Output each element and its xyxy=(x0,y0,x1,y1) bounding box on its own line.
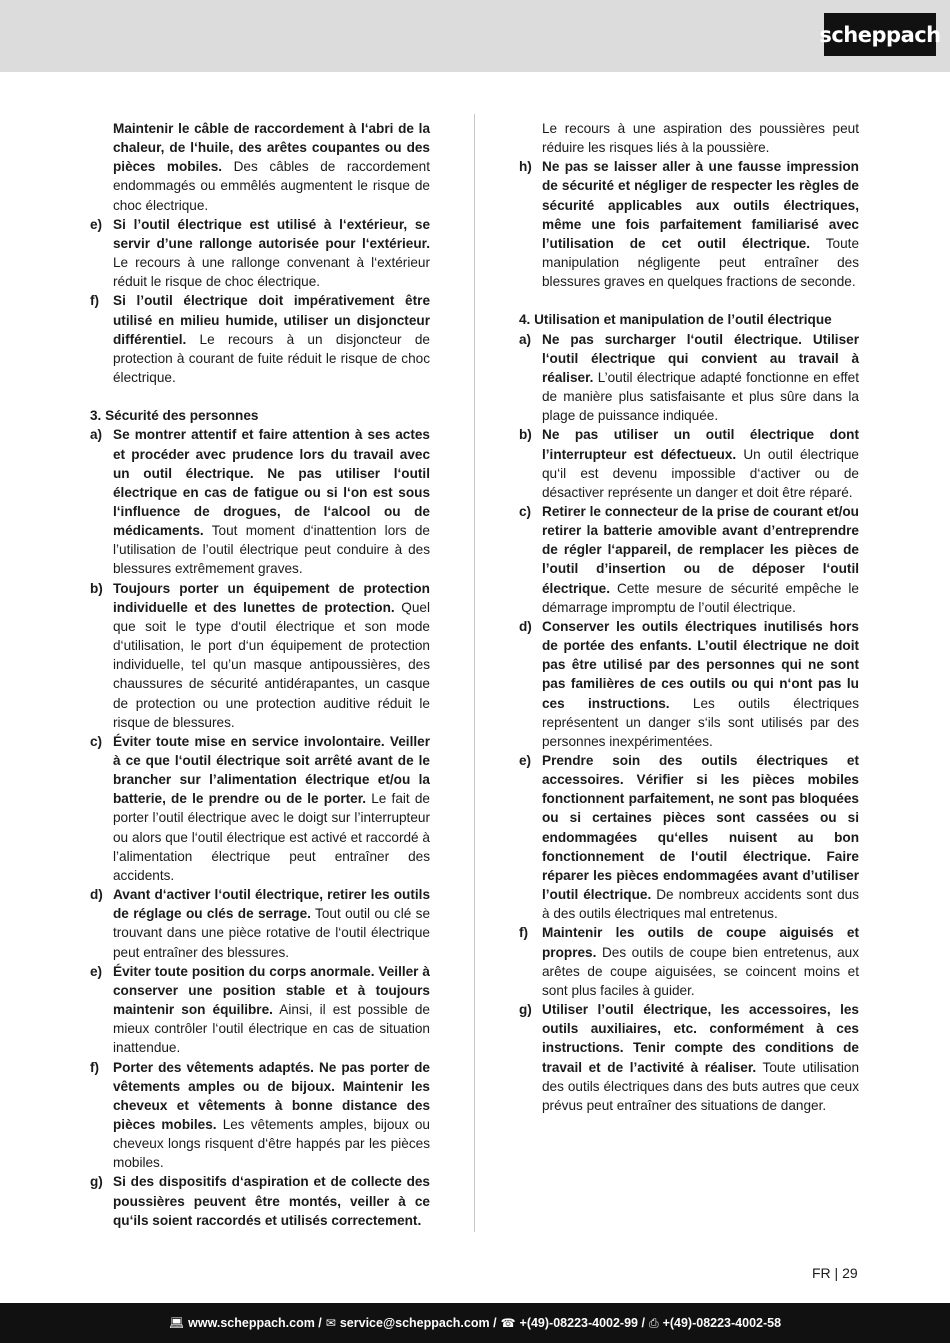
item-bold: Si l’outil électrique doit impérativement être utilisé en milieu humide, utiliser un disjoncteur différentiel. xyxy=(113,293,430,347)
list-item xyxy=(90,732,430,885)
right-column xyxy=(519,119,859,1115)
item-text: Cette mesure de sécurité empêche le démarrage impromptu de l’outil électrique. xyxy=(542,580,859,615)
item-label: f) xyxy=(90,1059,100,1075)
section-heading: 3. Sécurité des personnes xyxy=(90,408,259,424)
list-item xyxy=(519,425,859,502)
list-item xyxy=(90,425,430,578)
item-text: Un outil électrique qu‘il est devenu impossible d‘activer ou de désactiver représente un danger et doit être réparé. xyxy=(542,446,859,500)
list-item xyxy=(90,885,430,962)
item-label: g) xyxy=(90,1174,103,1190)
item-bold: Si l’outil électrique est utilisé à l‘extérieur, se servir d’une rallonge autorisée pour l‘extérieur. xyxy=(113,216,430,251)
item-bold: Ne pas utiliser un outil électrique dont l’interrupteur est défectueux. xyxy=(542,427,859,462)
item-bold: Conserver les outils électriques inutilisés hors de portée des enfants. L’outil électrique ne doit pas être utilisé par des personnes qui ne sont pas familières de ces outils ou qui n‘ont pas lu ces instructions. xyxy=(542,618,859,711)
list-item xyxy=(90,579,430,732)
item-bold: Ne pas surcharger l‘outil électrique. Utiliser l‘outil électrique qui convient au travail à réaliser. xyxy=(542,331,859,385)
item-label: h) xyxy=(519,159,532,175)
footer-fax: +(49)-08223-4002-58 xyxy=(662,1316,782,1330)
list-item xyxy=(519,751,859,923)
header-band xyxy=(0,0,950,72)
item-bold: Se montrer attentif et faire attention à ses actes et procéder avec prudence lors du travail avec un outil électrique. Ne pas utiliser l‘outil électrique en cas de fatigue ou si l‘on est sous l‘influence de drogues, de l‘alcool ou de médicaments. xyxy=(113,427,430,539)
item-label: g) xyxy=(519,1002,532,1018)
footer-web[interactable]: www.scheppach.com / xyxy=(188,1316,322,1330)
item-text: Le fait de porter l’outil électrique avec le doigt sur l’interrupteur ou alors que l‘outil électrique est activé et raccordé à l’alimentation électrique peut entraîner des accidents. xyxy=(113,791,430,883)
item-label: c) xyxy=(519,503,532,519)
column-divider xyxy=(474,114,475,1232)
item-bold: Maintenir les outils de coupe aiguisés et propres. xyxy=(542,925,859,960)
list-item xyxy=(519,923,859,1000)
item-label: f) xyxy=(90,293,100,309)
item-text: Le recours à un disjoncteur de protection à courant de fuite réduit le risque de choc électrique. xyxy=(113,331,430,386)
item-label: e) xyxy=(90,963,103,979)
list-item xyxy=(519,617,859,751)
scheppach-logo: scheppach xyxy=(824,13,936,56)
list-item xyxy=(90,1058,430,1173)
item-label: a) xyxy=(90,427,103,443)
item-bold: Éviter toute mise en service involontaire. Veiller à ce que l‘outil électrique soit arrêté avant de le brancher sur l’alimentation électrique et/ou la batterie, de le prendre ou de le porter. xyxy=(113,733,430,807)
section-heading: 4. Utilisation et manipulation de l’outil électrique xyxy=(519,312,832,328)
list-item xyxy=(519,157,859,291)
continuation-paragraph xyxy=(90,119,430,215)
item-label: a) xyxy=(519,331,532,347)
item-label: b) xyxy=(90,580,103,596)
list-item xyxy=(90,1172,430,1229)
item-text: Les outils électriques représentent un danger s‘ils sont utilisés par des personnes inexpérimentées. xyxy=(542,695,859,749)
item-bold: Si des dispositifs d‘aspiration et de collecte des poussières peuvent être montés, veiller à ce qu‘ils soient raccordés et utilisés correctement. xyxy=(113,1174,430,1228)
item-bold: Porter des vêtements adaptés. Ne pas porter de vêtements amples ou de bijoux. Maintenir les cheveux et vêtements à bonne distance des pièces mobiles. xyxy=(113,1059,430,1132)
item-bold: Toujours porter un équipement de protection individuelle et des lunettes de protection. xyxy=(113,580,430,615)
item-bold: Avant d‘activer l‘outil électrique, retirer les outils de réglage ou clés de serrage. xyxy=(113,887,430,922)
item-text: L’outil électrique adapté fonctionne en effet de manière plus satisfaisante et plus sûre dans la plage de puissance indiquée. xyxy=(542,369,859,424)
page-number: FR | 29 xyxy=(812,1265,858,1281)
item-label: d) xyxy=(90,887,103,903)
list-item xyxy=(90,291,430,387)
item-bold: Ne pas se laisser aller à une fausse impression de sécurité et négliger de respecter les règles de sécurité applicables aux outils électriques, même une fois parfaitement familiarisé avec l’utilisation de cet outil électrique. xyxy=(542,159,859,251)
item-text: Tout outil ou clé se trouvant dans une pièce rotative de l‘outil électrique peut entraîner des blessures. xyxy=(113,906,430,960)
computer-icon: 💻︎ xyxy=(168,1316,185,1330)
fax-icon: ⎙ xyxy=(648,1315,659,1330)
item-text: Le recours à une rallonge convenant à l‘extérieur réduit le risque de choc électrique. xyxy=(113,255,430,290)
item-bold: Éviter toute position du corps anormale. Veiller à conserver une position stable et à toujours maintenir son équilibre. xyxy=(113,963,430,1018)
item-label: e) xyxy=(90,216,103,232)
list-item xyxy=(519,330,859,426)
item-text: Les vêtements amples, bijoux ou cheveux longs risquent d‘être happés par les pièces mobiles. xyxy=(113,1116,430,1171)
item-label: f) xyxy=(519,925,529,941)
item-bold: Prendre soin des outils électriques et accessoires. Vérifier si les pièces mobiles fonctionnent parfaitement, ne sont pas bloquées ou si certaines pièces sont cassées ou si endommagées qu‘elles nuisent au bon fonctionnement de l‘outil électrique. Faire réparer les pièces endommagées avant d’utiliser l’outil électrique. xyxy=(542,753,859,903)
list-item xyxy=(90,215,430,292)
left-column xyxy=(90,119,430,1230)
footer-contact xyxy=(0,1303,950,1343)
item-bold: Retirer le connecteur de la prise de courant et/ou retirer la batterie amovible avant d’entreprendre de régler l‘appareil, de remplacer les pièces de l’outil d’insertion ou de déposer l‘outil électrique. xyxy=(542,503,859,596)
item-label: c) xyxy=(90,733,103,749)
item-label: d) xyxy=(519,618,532,634)
item-text: Quel que soit le type d‘outil électrique et son mode d‘utilisation, le port d‘un équipement de protection individuelle, tel qu’un masque antipoussières, des chaussures de sécurité antidérapantes, un casque de protection ou une protection auditive réduit le risque de blessures. xyxy=(113,599,430,730)
list-item xyxy=(519,502,859,617)
footer-email[interactable]: service@scheppach.com / xyxy=(339,1316,497,1330)
envelope-icon: ✉ xyxy=(325,1316,336,1330)
phone-icon: ☎ xyxy=(500,1316,516,1330)
list-item xyxy=(90,962,430,1058)
paragraph-bold: Maintenir le câble de raccordement à l‘abri de la chaleur, de l‘huile, des arêtes coupantes ou des pièces mobiles. xyxy=(113,121,430,175)
item-text: De nombreux accidents sont dus à des outils électriques mal entretenus. xyxy=(542,887,860,922)
item-bold: Utiliser l’outil électrique, les accessoires, les outils auxiliaires, etc. conformément à ces instructions. Tenir compte des conditions de travail et de l’activité à réaliser. xyxy=(542,1002,859,1075)
item-text: Toute manipulation négligente peut entraîner des blessures graves en quelques fractions de seconde. xyxy=(542,235,860,290)
continuation-paragraph xyxy=(519,119,859,157)
paragraph-text: Des câbles de raccordement endommagés ou emmêlés augmentent le risque de choc électrique. xyxy=(113,159,430,213)
footer-phone: +(49)-08223-4002-99 / xyxy=(519,1316,645,1330)
item-label: b) xyxy=(519,427,532,443)
paragraph-text: Le recours à une aspiration des poussières peut réduire les risques liés à la poussière. xyxy=(542,121,859,156)
list-item xyxy=(519,1000,859,1115)
item-label: e) xyxy=(519,753,532,768)
item-text: Toute utilisation des outils électriques dans des buts autres que ceux prévus peut entraîner des situations de danger. xyxy=(542,1059,860,1113)
item-text: Des outils de coupe bien entretenus, aux arêtes de coupe aiguisées, se coincent moins et sont plus faciles à guider. xyxy=(542,944,859,998)
item-text: Ainsi, il est possible de mieux contrôler l‘outil électrique en cas de situation inattendue. xyxy=(113,1002,430,1056)
item-text: Tout moment d‘inattention lors de l’utilisation de l’outil électrique peut conduire à des blessures extrêmement graves. xyxy=(113,523,430,577)
